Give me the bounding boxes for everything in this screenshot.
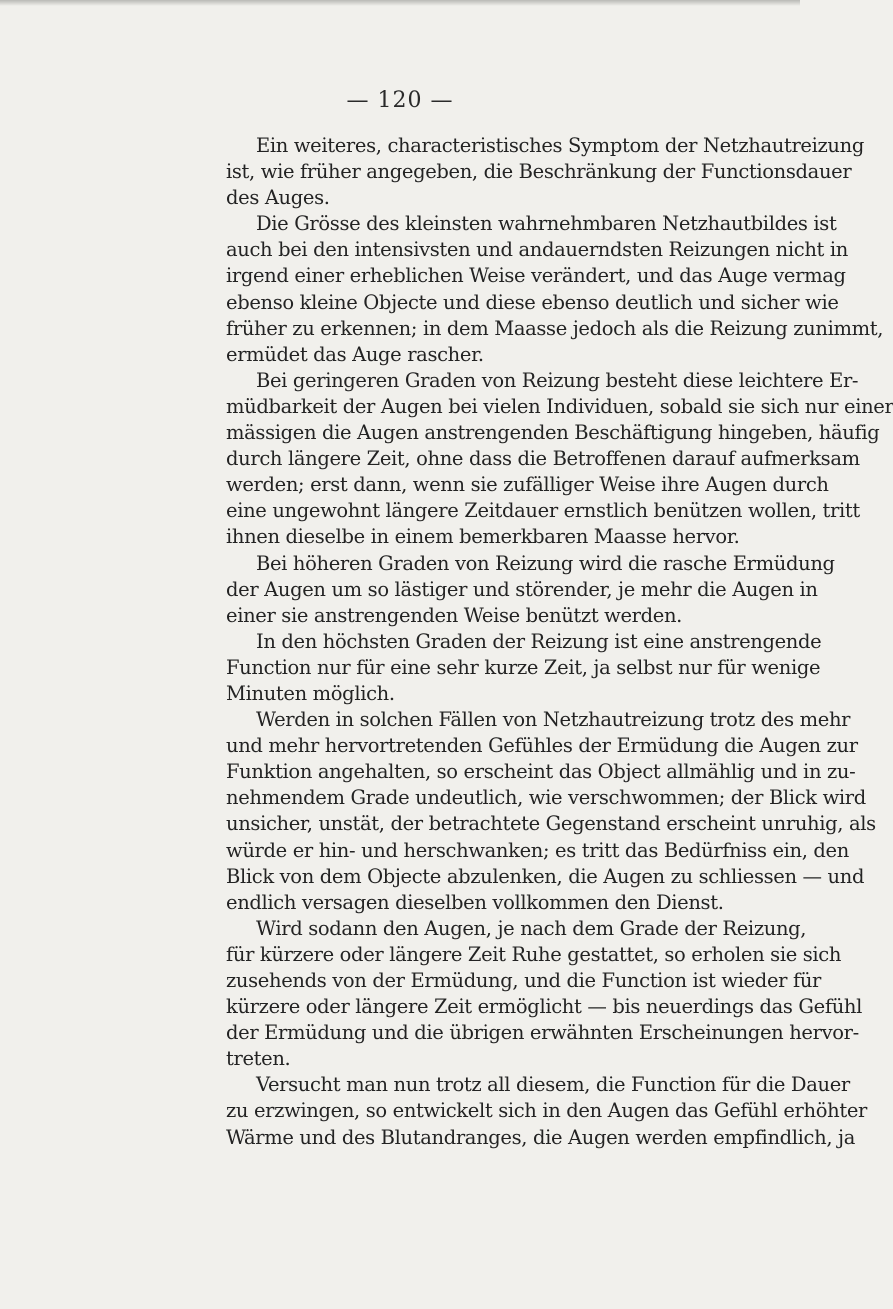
page-number: — 120 — bbox=[346, 88, 454, 113]
text-line: Function nur für eine sehr kurze Zeit, ja selbst nur für wenige bbox=[226, 655, 821, 679]
text-line: ist, wie früher angegeben, die Beschränkung der Functionsdauer bbox=[226, 160, 852, 184]
text-line: für kürzere oder längere Zeit Ruhe gestattet, so erholen sie sich bbox=[226, 942, 842, 966]
text-line: auch bei den intensivsten und andauerndsten Reizungen nicht in bbox=[226, 238, 848, 262]
text-line: und mehr hervortretenden Gefühles der Ermüdung die Augen zur bbox=[226, 734, 858, 758]
text-line: mässigen die Augen anstrengenden Beschäftigung hingeben, häufig bbox=[226, 421, 880, 445]
text-line: endlich versagen dieselben vollkommen den Dienst. bbox=[226, 890, 724, 914]
text-line: einer sie anstrengenden Weise benützt werden. bbox=[226, 603, 683, 627]
text-line: müdbarkeit der Augen bei vielen Individuen, sobald sie sich nur einer bbox=[226, 394, 893, 418]
text-line: eine ungewohnt längere Zeitdauer ernstlich benützen wollen, tritt bbox=[226, 499, 860, 523]
text-line: Wärme und des Blutandranges, die Augen werden empfindlich, ja bbox=[226, 1125, 856, 1149]
text-line: irgend einer erheblichen Weise verändert, und das Auge vermag bbox=[226, 264, 846, 288]
text-line: Werden in solchen Fällen von Netzhautreizung trotz des mehr bbox=[256, 708, 851, 732]
text-line: ebenso kleine Objecte und diese ebenso deutlich und sicher wie bbox=[226, 290, 839, 314]
text-line: nehmendem Grade undeutlich, wie verschwommen; der Blick wird bbox=[226, 786, 866, 810]
text-line: Bei geringeren Graden von Reizung besteht diese leichtere Er- bbox=[256, 368, 859, 392]
text-line: würde er hin- und herschwanken; es tritt das Bedürfniss ein, den bbox=[226, 838, 849, 862]
text-line: der Augen um so lästiger und störender, je mehr die Augen in bbox=[226, 577, 818, 601]
text-line: ihnen dieselbe in einem bemerkbaren Maasse hervor. bbox=[226, 525, 740, 549]
text-line: Versucht man nun trotz all diesem, die Function für die Dauer bbox=[256, 1073, 850, 1097]
text-line: Wird sodann den Augen, je nach dem Grade der Reizung, bbox=[256, 916, 807, 940]
text-line: unsicher, unstät, der betrachtete Gegenstand erscheint unruhig, als bbox=[226, 812, 876, 836]
text-line: Bei höheren Graden von Reizung wird die rasche Ermüdung bbox=[256, 551, 835, 575]
page-edge-shadow bbox=[0, 0, 800, 6]
text-line: Blick von dem Objecte abzulenken, die Augen zu schliessen — und bbox=[226, 864, 865, 888]
text-line: des Auges. bbox=[226, 186, 330, 210]
text-line: durch längere Zeit, ohne dass die Betroffenen darauf aufmerksam bbox=[226, 447, 860, 471]
text-line: Die Grösse des kleinsten wahrnehmbaren Netzhautbildes ist bbox=[256, 212, 837, 236]
text-line: In den höchsten Graden der Reizung ist eine anstrengende bbox=[256, 629, 822, 653]
text-line: Funktion angehalten, so erscheint das Object allmählig und in zu- bbox=[226, 760, 856, 784]
body-text bbox=[226, 133, 893, 1151]
text-line: zu erzwingen, so entwickelt sich in den Augen das Gefühl erhöhter bbox=[226, 1099, 867, 1123]
text-line: Ein weiteres, characteristisches Symptom der Netzhautreizung bbox=[256, 134, 864, 157]
text-line: der Ermüdung und die übrigen erwähnten Erscheinungen hervor- bbox=[226, 1021, 859, 1045]
text-line: treten. bbox=[226, 1047, 291, 1071]
text-line: werden; erst dann, wenn sie zufälliger Weise ihre Augen durch bbox=[226, 473, 829, 497]
text-line: Minuten möglich. bbox=[226, 681, 395, 705]
text-line: zusehends von der Ermüdung, und die Function ist wieder für bbox=[226, 969, 822, 992]
text-line: ermüdet das Auge rascher. bbox=[226, 342, 484, 366]
text-line: früher zu erkennen; in dem Maasse jedoch als die Reizung zunimmt, bbox=[226, 316, 884, 340]
text-line: kürzere oder längere Zeit ermöglicht — bis neuerdings das Gefühl bbox=[226, 995, 862, 1019]
